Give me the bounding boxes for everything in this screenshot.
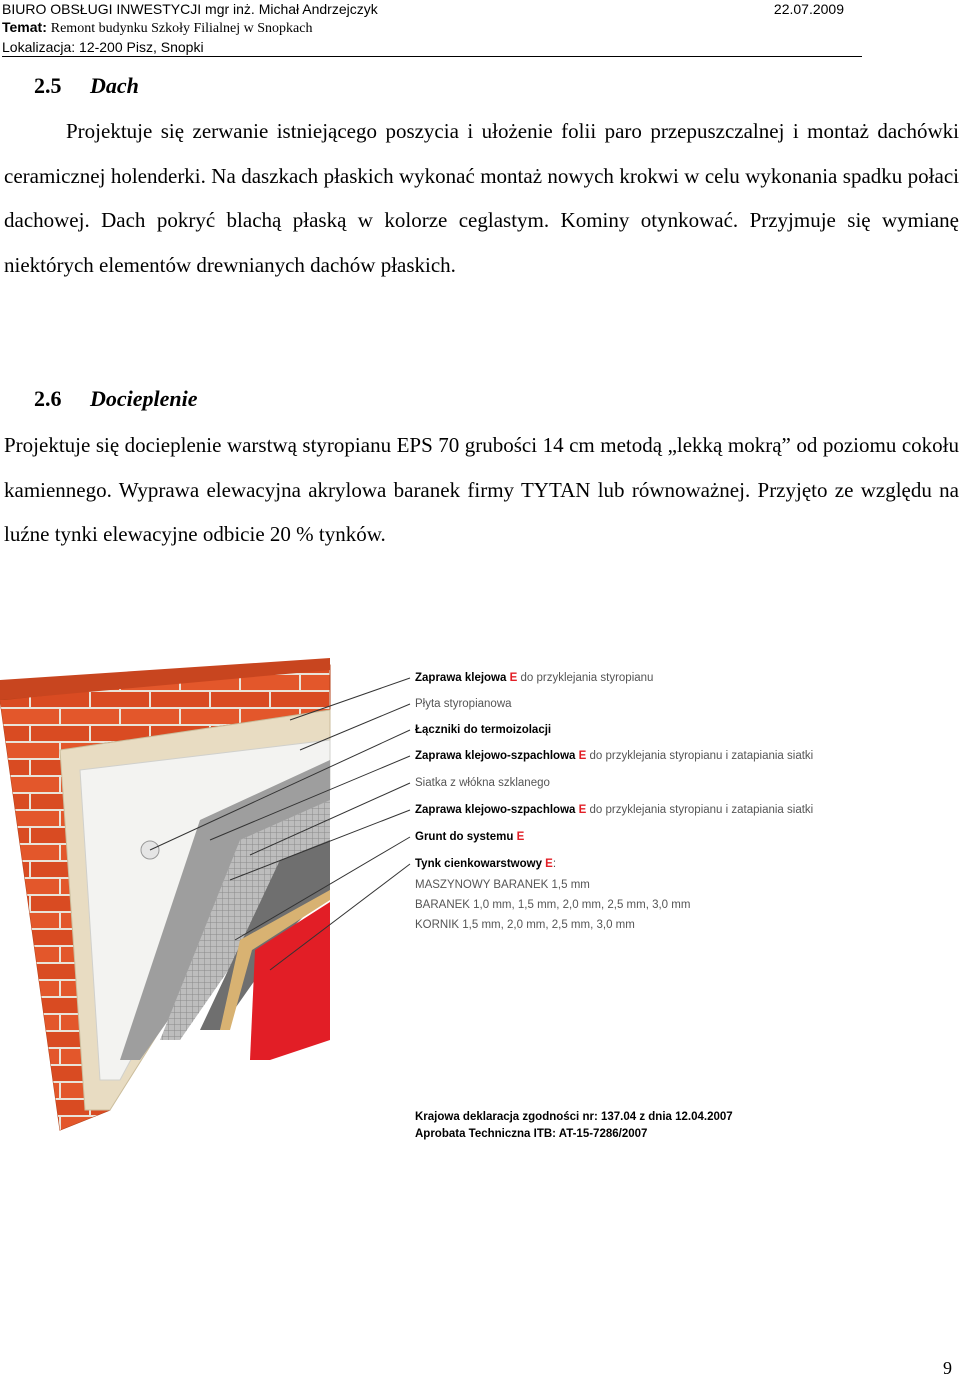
section-number: 2.5 [34,73,62,98]
paragraph-text: Projektuje się zerwanie istniejącego poszycia i ułożenie folii paro przepuszczalnej i montaż dachówki ceramicznej holenderki. Na daszkach płaskich wykonać montaż nowych krokwi w celu wykonania spadku połaci dachowej. Dach pokryć blachą płaską w kolorze ceglastym. Kominy otynkować. Przyjmuje się wymianę niektórych elementów drewnianych dachów płaskich. [4,119,959,277]
insulation-system-diagram [0,640,960,1160]
layer-labels [415,672,813,931]
section-paragraph-insulation [4,423,959,557]
header-topic [2,18,862,38]
label-base-coat-1: Zaprawa klejowo-szpachlowa E do przyklejania styropianu i zatapiania siatki [415,750,814,762]
declaration-line: Krajowa deklaracja zgodności nr: 137.04 z dnia 12.04.2007 [415,1111,733,1123]
page-header [2,0,862,57]
label-render: Tynk cienkowarstwowy E: [415,858,557,870]
header-date: 22.07.2009 [773,1,844,17]
office-name: BIURO OBSŁUGI INWESTYCJI mgr inż. Michał Andrzejczyk [2,1,378,17]
section-heading-insulation [34,386,198,412]
render-variant: BARANEK 1,0 mm, 1,5 mm, 2,0 mm, 2,5 mm, 3,0 mm [415,899,691,911]
label-primer: Grunt do systemu E [415,831,525,843]
section-number: 2.6 [34,386,62,411]
label-styrofoam: Płyta styropianowa [415,698,512,710]
topic-label: Temat: [2,19,47,35]
header-location: Lokalizacja: 12-200 Pisz, Snopki [2,39,204,55]
label-anchors: Łączniki do termoizolacji [415,724,552,736]
label-adhesive: Zaprawa klejowa E do przyklejania styropianu [415,672,654,684]
label-mesh: Siatka z włókna szklanego [415,777,550,789]
paragraph-text: Projektuje się docieplenie warstwą styropianu EPS 70 grubości 14 cm metodą „lekką mokrą” od poziomu cokołu kamiennego. Wyprawa elewacyjna akrylowa baranek firmy TYTAN lub równoważnej. Przyjęto ze względu na luźne tynki elewacyjne odbicie 20 % tynków. [4,433,959,546]
label-base-coat-2: Zaprawa klejowo-szpachlowa E do przyklejania styropianu i zatapiania siatki [415,804,814,816]
topic-value: Remont budynku Szkoły Filialnej w Snopkach [50,21,313,36]
section-paragraph-roof [4,109,959,287]
section-heading-roof [34,73,139,99]
render-variant: MASZYNOWY BARANEK 1,5 mm [415,879,590,891]
header-row [2,0,862,18]
page-number: 9 [943,1358,952,1378]
section-title: Dach [90,73,139,98]
render-variant: KORNIK 1,5 mm, 2,0 mm, 2,5 mm, 3,0 mm [415,919,635,931]
approval-line: Aprobata Techniczna ITB: AT-15-7286/2007 [415,1128,648,1140]
section-title: Docieplenie [90,386,198,411]
